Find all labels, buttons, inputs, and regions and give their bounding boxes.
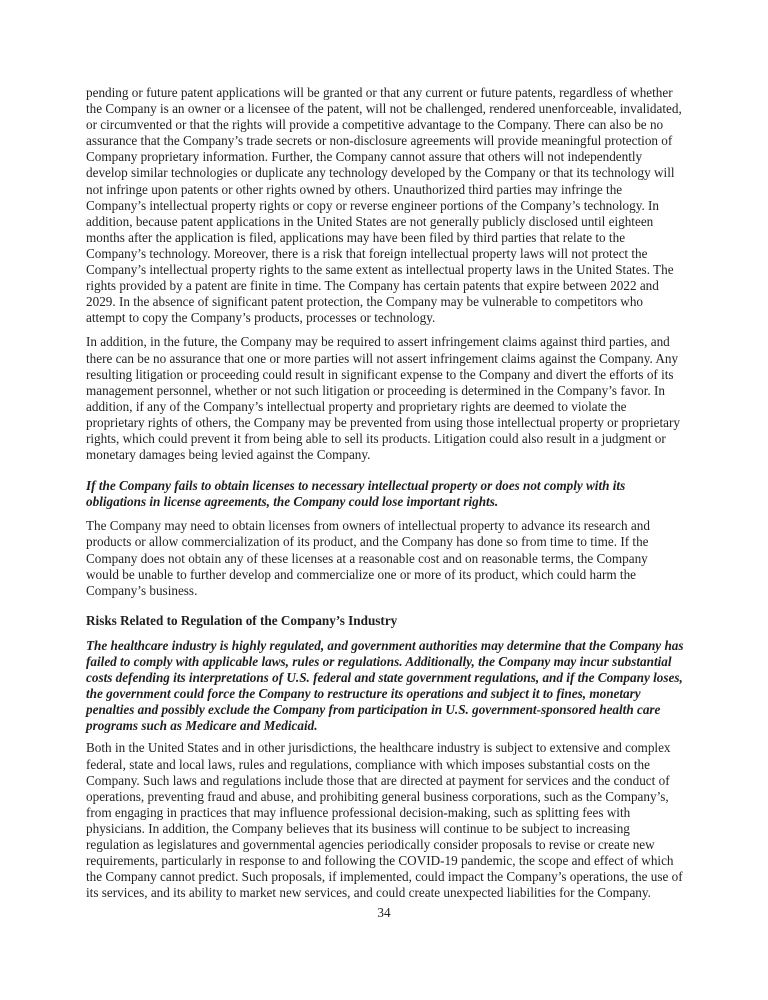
paragraph-infringement-claims: In addition, in the future, the Company may be required to assert infringement claims against third parties, and there can be no assurance that one or more parties will not assert infringement claims against the Company. Any resulting litigation or proceeding could result in significant expense to the Company and divert the efforts of its management personnel, whether or not such litigation or proceeding is determined in the Company’s favor. In addition, if any of the Company’s intellectual property and proprietary rights are deemed to violate the proprietary rights of others, the Company may be prevented from using those intellectual property or proprietary rights, which could prevent it from being able to sell its products. Litigation could also result in a judgment or monetary damages being levied against the Company. [86, 334, 680, 463]
page-number: 34 [377, 905, 391, 920]
page-content [86, 85, 684, 909]
section-heading-regulation-risks: Risks Related to Regulation of the Company’s Industry [86, 612, 398, 628]
paragraph-patent-risks-continuation: pending or future patent applications will be granted or that any current or future patents, regardless of whether the Company is an owner or a licensee of the patent, will not be challenged, rendered unenforceable, invalidated, or circumvented or that the rights will provide a competitive advantage to the Company. There can also be no assurance that the Company’s trade secrets or non-disclosure agreements will provide meaningful protection of Company proprietary information. Further, the Company cannot assure that others will not independently develop similar technologies or duplicate any technology developed by the Company or that its technology will not infringe upon patents or other rights owned by others. Unauthorized third parties may infringe the Company’s intellectual property rights or copy or reverse engineer portions of the Company’s technology. In addition, because patent applications in the United States are not generally publicly disclosed until eighteen months after the application is filed, applications may have been filed by third parties that relate to the Company’s technology. Moreover, there is a risk that foreign intellectual property laws will not protect the Company’s intellectual property rights to the same extent as intellectual property laws in the United States. The rights provided by a patent are finite in time. The Company has certain patents that expire between 2022 and 2029. In the absence of significant patent protection, the Company may be vulnerable to competitors who attempt to copy the Company’s products, processes or technology. [86, 85, 682, 326]
paragraph-license-obtainment: The Company may need to obtain licenses from owners of intellectual property to advance its research and products or allow commercialization of its product, and the Company has done so from time to time. If the Company does not obtain any of these licenses at a reasonable cost and on reasonable terms, the Company would be unable to further develop and commercialize one or more of its product, which could harm the Company’s business. [86, 518, 650, 598]
paragraph-regulation-details: Both in the United States and in other jurisdictions, the healthcare industry is subject to extensive and complex federal, state and local laws, rules and regulations, compliance with which imposes substantial costs on the Company. Such laws and regulations include those that are directed at payment for services and the conduct of operations, preventing fraud and abuse, and prohibiting general business corporations, such as the Company’s, from engaging in practices that may influence professional decision-making, such as splitting fees with physicians. In addition, the Company believes that its business will continue to be subject to increasing regulation as legislatures and governmental agencies periodically consider proposals to revise or create new requirements, particularly in response to and following the COVID-19 pandemic, the scope and effect of which the Company cannot predict. Such proposals, if implemented, could impact the Company’s operations, the use of its services, and its ability to market new services, and could create unexpected liabilities for the Company. [86, 740, 683, 901]
paragraph-healthcare-regulation-risk: The healthcare industry is highly regulated, and government authorities may determine that the Company has failed to comply with applicable laws, rules or regulations. Additionally, the Company may incur substantial costs defending its interpretations of U.S. federal and state government regulations, and if the Company loses, the government could force the Company to restructure its operations and subject it to fines, monetary penalties and possibly exclude the Company from participation in U.S. government-sponsored health care programs such as Medicare and Medicaid. [86, 637, 684, 734]
heading-license-risk: If the Company fails to obtain licenses to necessary intellectual property or does not comply with its obligations in license agreements, the Company could lose important rights. [86, 478, 626, 510]
